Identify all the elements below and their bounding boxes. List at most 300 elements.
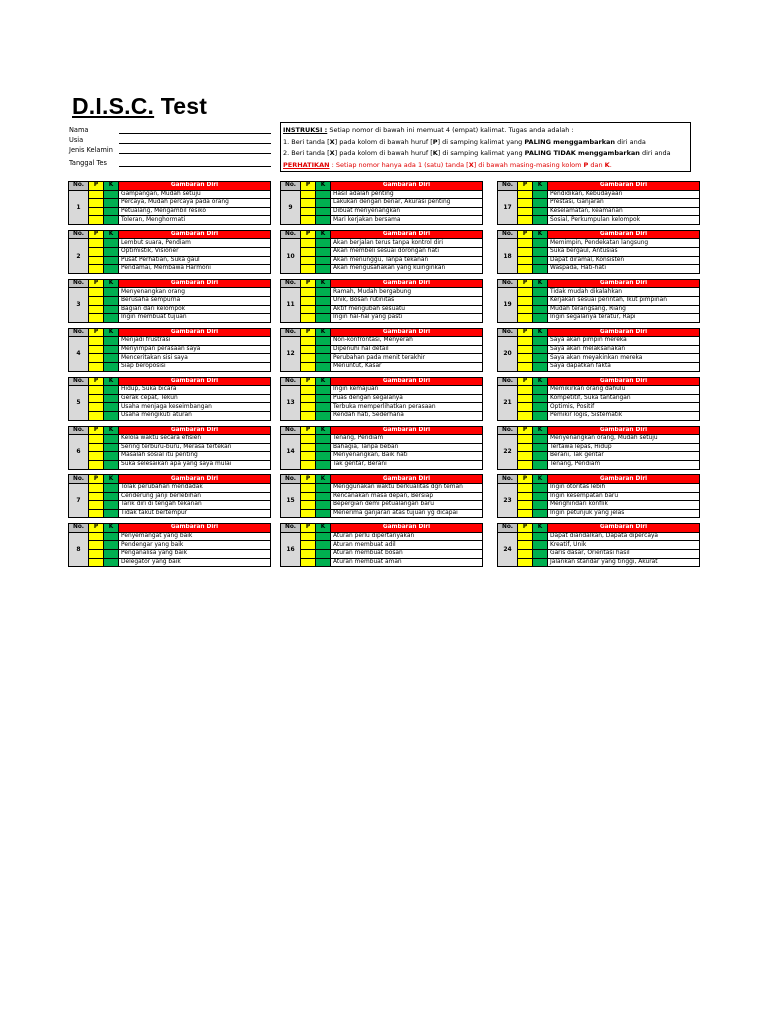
k-checkbox[interactable] (316, 314, 331, 323)
k-checkbox[interactable] (533, 363, 548, 372)
k-checkbox[interactable] (316, 550, 331, 559)
p-checkbox[interactable] (518, 550, 533, 559)
p-checkbox[interactable] (89, 483, 104, 492)
p-checkbox[interactable] (518, 452, 533, 461)
group-header-row (281, 475, 483, 484)
k-checkbox[interactable] (533, 386, 548, 395)
k-checkbox[interactable] (104, 314, 119, 323)
question-group-4 (68, 328, 271, 372)
group-header-row (69, 279, 271, 288)
k-checkbox[interactable] (316, 345, 331, 354)
k-checkbox[interactable] (104, 354, 119, 363)
statement-text: Menuntut, Kasar (331, 363, 483, 372)
p-checkbox[interactable] (301, 248, 316, 257)
p-checkbox[interactable] (518, 411, 533, 420)
k-checkbox[interactable] (104, 190, 119, 199)
p-checkbox[interactable] (518, 532, 533, 541)
statement-row (498, 288, 700, 297)
p-checkbox[interactable] (301, 288, 316, 297)
p-checkbox[interactable] (518, 394, 533, 403)
header-description: Gambaran Diri (119, 377, 271, 386)
p-checkbox[interactable] (89, 403, 104, 412)
p-checkbox[interactable] (89, 296, 104, 305)
k-checkbox[interactable] (104, 386, 119, 395)
k-checkbox[interactable] (104, 296, 119, 305)
k-checkbox[interactable] (316, 248, 331, 257)
p-checkbox[interactable] (89, 337, 104, 346)
statement-text: Rendah hati, Sederhana (331, 411, 483, 420)
k-checkbox[interactable] (104, 394, 119, 403)
p-checkbox[interactable] (89, 305, 104, 314)
p-checkbox[interactable] (301, 305, 316, 314)
p-checkbox[interactable] (301, 435, 316, 444)
statement-row (69, 207, 271, 216)
k-checkbox[interactable] (316, 435, 331, 444)
k-checkbox[interactable] (533, 541, 548, 550)
k-checkbox[interactable] (316, 492, 331, 501)
statement-text: Dapat diramal, Konsisten (548, 256, 700, 265)
statement-text: Garis dasar, Orientasi hasil (548, 550, 700, 559)
k-checkbox[interactable] (104, 256, 119, 265)
k-checkbox[interactable] (104, 239, 119, 248)
k-checkbox[interactable] (533, 314, 548, 323)
p-checkbox[interactable] (89, 288, 104, 297)
statement-text: Bagian dari kelompok (119, 305, 271, 314)
p-checkbox[interactable] (518, 501, 533, 510)
p-checkbox[interactable] (518, 239, 533, 248)
gender-field[interactable] (119, 153, 271, 154)
k-checkbox[interactable] (533, 199, 548, 208)
header-description: Gambaran Diri (119, 524, 271, 533)
k-checkbox[interactable] (316, 541, 331, 550)
statement-text: Ingin segalanya teratur, Rapi (548, 314, 700, 323)
k-checkbox[interactable] (104, 452, 119, 461)
k-checkbox[interactable] (533, 452, 548, 461)
group-header-row (281, 426, 483, 435)
k-checkbox[interactable] (316, 296, 331, 305)
k-checkbox[interactable] (104, 483, 119, 492)
k-checkbox[interactable] (316, 509, 331, 518)
p-checkbox[interactable] (518, 216, 533, 225)
statement-row (498, 239, 700, 248)
k-checkbox[interactable] (316, 452, 331, 461)
statement-text: Pendidikan, Kebudayaan (548, 190, 700, 199)
p-checkbox[interactable] (518, 199, 533, 208)
header-description: Gambaran Diri (331, 328, 483, 337)
statement-text: Lakukan dengan benar, Akurasi penting (331, 199, 483, 208)
statement-row (281, 199, 483, 208)
p-checkbox[interactable] (89, 345, 104, 354)
header-p: P (518, 377, 533, 386)
statement-row (69, 386, 271, 395)
p-checkbox[interactable] (89, 541, 104, 550)
k-checkbox[interactable] (104, 558, 119, 567)
p-checkbox[interactable] (301, 403, 316, 412)
question-group-19 (497, 279, 700, 323)
k-checkbox[interactable] (104, 248, 119, 257)
statement-row (69, 314, 271, 323)
statement-text: Menerima ganjaran atas tujuan yg dicapai (331, 509, 483, 518)
p-checkbox[interactable] (301, 394, 316, 403)
p-checkbox[interactable] (518, 509, 533, 518)
statement-row (281, 296, 483, 305)
k-checkbox[interactable] (316, 354, 331, 363)
p-checkbox[interactable] (89, 265, 104, 274)
p-checkbox[interactable] (89, 460, 104, 469)
statement-text: Gampangan, Mudah setuju (119, 190, 271, 199)
header-p: P (301, 279, 316, 288)
k-checkbox[interactable] (533, 394, 548, 403)
p-checkbox[interactable] (301, 265, 316, 274)
age-field[interactable] (119, 143, 271, 144)
header-k: K (533, 475, 548, 484)
statement-text: Bepergian demi petualangan baru (331, 501, 483, 510)
statement-row (69, 296, 271, 305)
p-checkbox[interactable] (518, 386, 533, 395)
p-checkbox[interactable] (89, 248, 104, 257)
statement-row (498, 190, 700, 199)
statement-row (69, 558, 271, 567)
k-checkbox[interactable] (104, 403, 119, 412)
info-row-date (69, 155, 271, 168)
k-checkbox[interactable] (316, 411, 331, 420)
statement-text: Akan berjalan terus tanpa kontrol diri (331, 239, 483, 248)
header-p: P (89, 182, 104, 191)
p-checkbox[interactable] (301, 532, 316, 541)
p-checkbox[interactable] (518, 363, 533, 372)
k-checkbox[interactable] (533, 558, 548, 567)
k-checkbox[interactable] (533, 239, 548, 248)
k-checkbox[interactable] (316, 443, 331, 452)
statement-text: Tenang, Pendiam (548, 460, 700, 469)
name-field[interactable] (119, 133, 271, 134)
k-checkbox[interactable] (316, 501, 331, 510)
p-checkbox[interactable] (518, 483, 533, 492)
p-checkbox[interactable] (301, 207, 316, 216)
p-checkbox[interactable] (89, 190, 104, 199)
p-checkbox[interactable] (89, 452, 104, 461)
p-checkbox[interactable] (301, 443, 316, 452)
header-p: P (518, 426, 533, 435)
p-checkbox[interactable] (89, 239, 104, 248)
p-checkbox[interactable] (89, 501, 104, 510)
statement-row (498, 265, 700, 274)
statement-text: Menghindari konflik (548, 501, 700, 510)
test-date-field[interactable] (119, 166, 271, 167)
p-checkbox[interactable] (301, 460, 316, 469)
k-checkbox[interactable] (533, 337, 548, 346)
k-checkbox[interactable] (104, 305, 119, 314)
k-checkbox[interactable] (316, 558, 331, 567)
k-checkbox[interactable] (533, 483, 548, 492)
k-checkbox[interactable] (104, 443, 119, 452)
statement-text: Dapat diandalkan, Dapata dipercaya (548, 532, 700, 541)
k-checkbox[interactable] (533, 288, 548, 297)
k-checkbox[interactable] (104, 550, 119, 559)
p-checkbox[interactable] (301, 256, 316, 265)
k-checkbox[interactable] (533, 460, 548, 469)
statement-row (281, 207, 483, 216)
statement-row (69, 435, 271, 444)
k-checkbox[interactable] (533, 403, 548, 412)
header-k: K (533, 524, 548, 533)
statement-row (498, 483, 700, 492)
p-checkbox[interactable] (301, 501, 316, 510)
p-checkbox[interactable] (518, 288, 533, 297)
p-checkbox[interactable] (301, 509, 316, 518)
k-checkbox[interactable] (316, 305, 331, 314)
p-checkbox[interactable] (301, 386, 316, 395)
k-checkbox[interactable] (316, 403, 331, 412)
statement-text: Dipenuhi hal detail (331, 345, 483, 354)
statement-row (281, 265, 483, 274)
k-checkbox[interactable] (104, 492, 119, 501)
statement-text: Puas dengan segalanya (331, 394, 483, 403)
header-description: Gambaran Diri (331, 182, 483, 191)
k-checkbox[interactable] (533, 354, 548, 363)
statement-text: Menyenangkan, Baik hati (331, 452, 483, 461)
p-checkbox[interactable] (89, 207, 104, 216)
statement-text: Hidup, Suka bicara (119, 386, 271, 395)
p-checkbox[interactable] (89, 216, 104, 225)
p-checkbox[interactable] (301, 239, 316, 248)
p-checkbox[interactable] (301, 411, 316, 420)
p-checkbox[interactable] (301, 354, 316, 363)
header-no: No. (498, 230, 518, 239)
statement-row (498, 411, 700, 420)
k-checkbox[interactable] (533, 345, 548, 354)
group-header-row (281, 182, 483, 191)
k-checkbox[interactable] (316, 256, 331, 265)
k-checkbox[interactable] (316, 199, 331, 208)
header-k: K (533, 230, 548, 239)
header-k: K (104, 182, 119, 191)
k-checkbox[interactable] (104, 460, 119, 469)
k-checkbox[interactable] (104, 363, 119, 372)
k-checkbox[interactable] (104, 337, 119, 346)
p-checkbox[interactable] (89, 492, 104, 501)
group-number: 18 (498, 239, 518, 273)
statement-text: Dibuat menyenangkan (331, 207, 483, 216)
k-checkbox[interactable] (533, 492, 548, 501)
k-checkbox[interactable] (104, 435, 119, 444)
p-checkbox[interactable] (89, 386, 104, 395)
p-checkbox[interactable] (301, 190, 316, 199)
statement-row (69, 216, 271, 225)
p-checkbox[interactable] (518, 305, 533, 314)
p-checkbox[interactable] (301, 296, 316, 305)
statement-row (69, 256, 271, 265)
question-group-16 (280, 523, 483, 567)
header-k: K (104, 230, 119, 239)
statement-row (281, 239, 483, 248)
k-checkbox[interactable] (316, 460, 331, 469)
k-checkbox[interactable] (533, 256, 548, 265)
statement-row (69, 492, 271, 501)
p-checkbox[interactable] (518, 492, 533, 501)
statement-row (498, 509, 700, 518)
p-checkbox[interactable] (301, 314, 316, 323)
statement-row (281, 190, 483, 199)
statement-text: Berusaha sempurna (119, 296, 271, 305)
p-checkbox[interactable] (301, 345, 316, 354)
p-checkbox[interactable] (89, 558, 104, 567)
k-checkbox[interactable] (316, 363, 331, 372)
p-checkbox[interactable] (518, 460, 533, 469)
k-checkbox[interactable] (104, 411, 119, 420)
statement-row (281, 558, 483, 567)
p-checkbox[interactable] (301, 363, 316, 372)
p-checkbox[interactable] (518, 541, 533, 550)
header-description: Gambaran Diri (331, 426, 483, 435)
k-checkbox[interactable] (316, 239, 331, 248)
statement-row (69, 239, 271, 248)
p-checkbox[interactable] (301, 541, 316, 550)
p-checkbox[interactable] (518, 443, 533, 452)
statement-row (281, 492, 483, 501)
p-checkbox[interactable] (89, 509, 104, 518)
p-checkbox[interactable] (301, 216, 316, 225)
p-checkbox[interactable] (518, 190, 533, 199)
p-checkbox[interactable] (518, 265, 533, 274)
p-checkbox[interactable] (518, 558, 533, 567)
p-checkbox[interactable] (518, 354, 533, 363)
statement-text: Tertawa lepas, Hidup (548, 443, 700, 452)
k-checkbox[interactable] (533, 532, 548, 541)
p-checkbox[interactable] (518, 435, 533, 444)
k-checkbox[interactable] (316, 190, 331, 199)
statement-text: Saya akan pimpin mereka (548, 337, 700, 346)
statement-text: Masalah sosial itu penting (119, 452, 271, 461)
p-checkbox[interactable] (89, 354, 104, 363)
p-checkbox[interactable] (89, 314, 104, 323)
statement-text: Bahagia, Tanpa beban (331, 443, 483, 452)
statement-row (69, 411, 271, 420)
statement-row (281, 550, 483, 559)
header-no: No. (69, 524, 89, 533)
k-checkbox[interactable] (104, 216, 119, 225)
k-checkbox[interactable] (316, 265, 331, 274)
p-checkbox[interactable] (518, 314, 533, 323)
p-checkbox[interactable] (89, 411, 104, 420)
header-no: No. (498, 182, 518, 191)
statement-text: Prestasi, Ganjaran (548, 199, 700, 208)
k-checkbox[interactable] (104, 501, 119, 510)
p-checkbox[interactable] (301, 199, 316, 208)
statement-text: Usaha menjaga keseimbangan (119, 403, 271, 412)
k-checkbox[interactable] (533, 265, 548, 274)
k-checkbox[interactable] (104, 541, 119, 550)
header-k: K (316, 426, 331, 435)
p-checkbox[interactable] (89, 394, 104, 403)
p-checkbox[interactable] (89, 199, 104, 208)
k-checkbox[interactable] (104, 265, 119, 274)
p-checkbox[interactable] (301, 550, 316, 559)
k-checkbox[interactable] (533, 216, 548, 225)
p-checkbox[interactable] (518, 296, 533, 305)
group-number: 23 (498, 483, 518, 517)
statement-text: Pemikir logis, Sistematik (548, 411, 700, 420)
statement-text: Gerak cepat, Tekun (119, 394, 271, 403)
page-title (72, 92, 207, 120)
p-checkbox[interactable] (518, 207, 533, 216)
k-checkbox[interactable] (316, 288, 331, 297)
p-checkbox[interactable] (89, 550, 104, 559)
k-checkbox[interactable] (104, 207, 119, 216)
p-checkbox[interactable] (518, 248, 533, 257)
k-checkbox[interactable] (316, 532, 331, 541)
question-group-2 (68, 230, 271, 274)
p-checkbox[interactable] (89, 256, 104, 265)
p-checkbox[interactable] (518, 345, 533, 354)
k-checkbox[interactable] (533, 435, 548, 444)
k-checkbox[interactable] (316, 216, 331, 225)
k-checkbox[interactable] (533, 296, 548, 305)
statement-row (498, 199, 700, 208)
p-checkbox[interactable] (518, 256, 533, 265)
header-no: No. (281, 328, 301, 337)
k-checkbox[interactable] (316, 483, 331, 492)
k-checkbox[interactable] (533, 501, 548, 510)
header-no: No. (69, 475, 89, 484)
k-checkbox[interactable] (533, 248, 548, 257)
p-checkbox[interactable] (301, 337, 316, 346)
p-checkbox[interactable] (518, 337, 533, 346)
k-checkbox[interactable] (104, 199, 119, 208)
k-checkbox[interactable] (533, 550, 548, 559)
group-header-row (281, 230, 483, 239)
p-checkbox[interactable] (301, 558, 316, 567)
statement-text: Penganalisa yang baik (119, 550, 271, 559)
k-checkbox[interactable] (533, 411, 548, 420)
k-checkbox[interactable] (533, 305, 548, 314)
k-checkbox[interactable] (104, 288, 119, 297)
p-checkbox[interactable] (89, 363, 104, 372)
p-checkbox[interactable] (89, 443, 104, 452)
p-checkbox[interactable] (301, 483, 316, 492)
statement-text: Ingin kesempatan baru (548, 492, 700, 501)
k-checkbox[interactable] (316, 207, 331, 216)
header-k: K (533, 426, 548, 435)
k-checkbox[interactable] (316, 394, 331, 403)
statement-text: Saya akan melaksanakan (548, 345, 700, 354)
statement-row (69, 354, 271, 363)
statement-text: Berani, Tak gentar (548, 452, 700, 461)
k-checkbox[interactable] (533, 190, 548, 199)
statement-text: Aturan membuat aman (331, 558, 483, 567)
k-checkbox[interactable] (104, 509, 119, 518)
k-checkbox[interactable] (316, 337, 331, 346)
p-checkbox[interactable] (89, 532, 104, 541)
k-checkbox[interactable] (533, 509, 548, 518)
k-checkbox[interactable] (104, 532, 119, 541)
statement-row (498, 354, 700, 363)
k-checkbox[interactable] (533, 207, 548, 216)
question-group-8 (68, 523, 271, 567)
info-label: Tanggal Tes (69, 159, 107, 167)
k-checkbox[interactable] (104, 345, 119, 354)
p-checkbox[interactable] (518, 403, 533, 412)
p-checkbox[interactable] (301, 492, 316, 501)
statement-row (498, 256, 700, 265)
k-checkbox[interactable] (533, 443, 548, 452)
question-group-14 (280, 426, 483, 470)
p-checkbox[interactable] (89, 435, 104, 444)
p-checkbox[interactable] (301, 452, 316, 461)
group-number: 12 (281, 337, 301, 371)
header-no: No. (69, 377, 89, 386)
k-checkbox[interactable] (316, 386, 331, 395)
